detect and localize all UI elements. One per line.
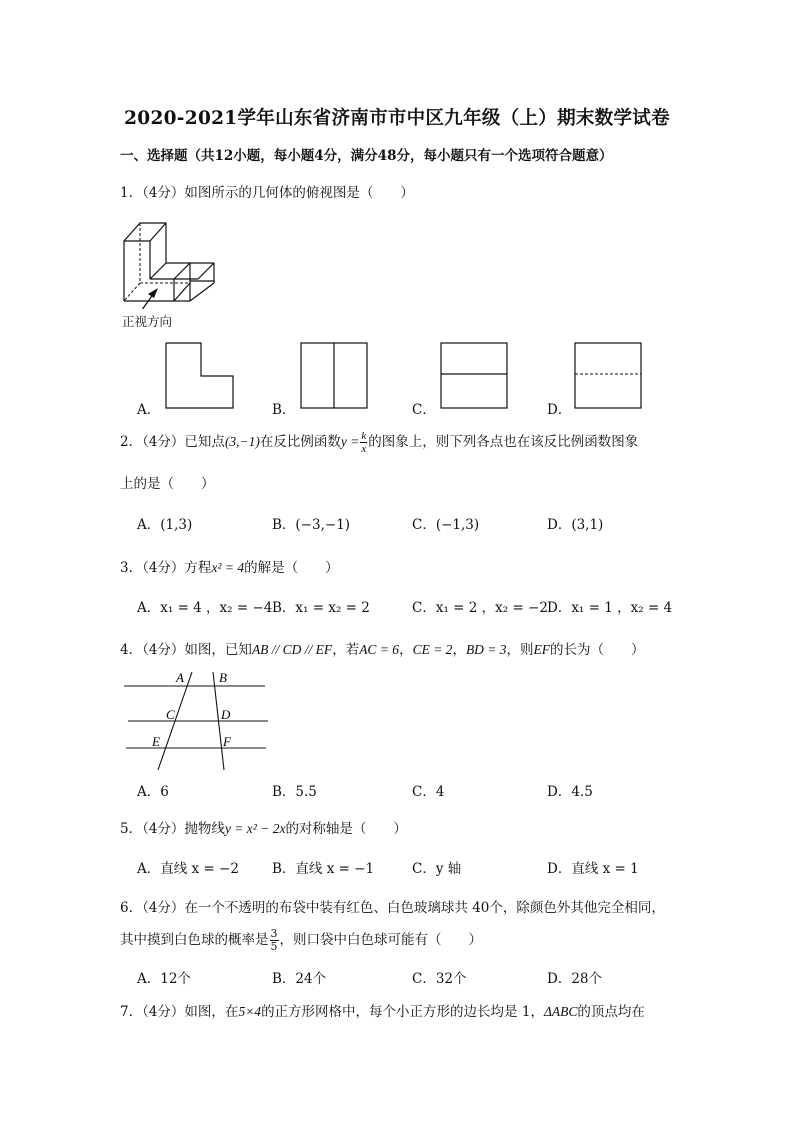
q3-option-b[interactable]: B．x₁ = x₂ = 2	[272, 600, 370, 616]
question-5-text: 5．（4分）抛物线y = x² − 2x的对称轴是（ ）	[120, 821, 407, 837]
q2-option-a[interactable]: A．(1,3)	[137, 517, 193, 533]
section-heading: 一、选择题（共12小题，每小题4分，满分48分，每小题只有一个选项符合题意）	[120, 148, 613, 164]
question-2-line-2: 上的是（ ）	[120, 476, 215, 492]
q1-solid-figure	[118, 217, 220, 309]
label-b: B	[219, 670, 227, 685]
q4-option-b[interactable]: B．5.5	[272, 784, 317, 800]
q1-option-d-label[interactable]: D．	[547, 402, 572, 418]
q5-option-b[interactable]: B．直线 x = −1	[272, 861, 375, 877]
q1-option-b-figure	[300, 342, 370, 410]
label-a: A	[176, 670, 184, 685]
question-2-line-1: 2．（4分）已知点(3,−1)在反比例函数y = $\frac{k}{x}$ 的图象上，则下列各点也在该反比例函数图象	[120, 430, 639, 455]
q1-option-a-label[interactable]: A．	[137, 402, 161, 418]
question-3-text: 3．（4分）方程x² = 4的解是（ ）	[120, 560, 339, 576]
q4-option-c[interactable]: C．4	[412, 784, 445, 800]
q6-option-b[interactable]: B．24个	[272, 971, 327, 987]
q4-option-d[interactable]: D．4.5	[547, 784, 593, 800]
q3-option-d[interactable]: D．x₁ = 1 ，x₂ = 4	[547, 600, 673, 616]
q4-option-a[interactable]: A．6	[137, 784, 169, 800]
q3-option-a[interactable]: A．x₁ = 4 ，x₂ = −4	[137, 600, 273, 616]
question-1-text: 1．（4分）如图所示的几何体的俯视图是（ ）	[120, 185, 414, 201]
q1-option-c-figure	[440, 342, 510, 410]
q6-option-a[interactable]: A．12个	[137, 971, 191, 987]
question-6-line-1: 6．（4分）在一个不透明的布袋中装有红色、白色玻璃球共 40个，除颜色外其他完全相同，	[120, 900, 665, 916]
q1-option-c-label[interactable]: C．	[412, 402, 436, 418]
q5-option-a[interactable]: A．直线 x = −2	[137, 861, 239, 877]
q1-option-d-figure	[574, 342, 644, 410]
q6-option-d[interactable]: D．28个	[547, 971, 603, 987]
q2-option-c[interactable]: C．(−1,3)	[412, 517, 480, 533]
q1-figure-caption: 正视方向	[122, 314, 173, 329]
q1-option-a-figure	[165, 342, 235, 410]
q6-fraction: $\frac{3}{5}$	[270, 927, 278, 953]
question-4-text: 4．（4分）如图，已知AB // CD // EF，若AC = 6，CE = 2，BD = 3，则EF的长为（ ）	[120, 642, 645, 658]
question-7-text: 7．（4分）如图，在5×4的正方形网格中，每个小正方形的边长均是 1，ΔABC的顶点均在	[120, 1004, 645, 1020]
q5-option-c[interactable]: C．y 轴	[412, 861, 462, 877]
q2-option-b[interactable]: B．(−3,−1)	[272, 517, 351, 533]
label-f: F	[223, 734, 231, 749]
q4-parallel-lines-figure	[120, 666, 270, 772]
q2-fraction: $\frac{k}{x}$	[361, 430, 367, 455]
q3-option-c[interactable]: C．x₁ = 2 ，x₂ = −2	[412, 600, 548, 616]
label-d: D	[221, 707, 231, 722]
paper-title: 2020-2021学年山东省济南市市中区九年级（上）期末数学试卷	[124, 108, 670, 129]
question-6-line-2: 其中摸到白色球的概率是 $\frac{3}{5}$ ，则口袋中白色球可能有（ ）	[120, 927, 482, 953]
label-e: E	[152, 734, 160, 749]
q2-option-d[interactable]: D．(3,1)	[547, 517, 604, 533]
q6-option-c[interactable]: C．32个	[412, 971, 467, 987]
q1-option-b-label[interactable]: B．	[272, 402, 296, 418]
label-c: C	[166, 707, 175, 722]
q5-option-d[interactable]: D．直线 x = 1	[547, 861, 639, 877]
